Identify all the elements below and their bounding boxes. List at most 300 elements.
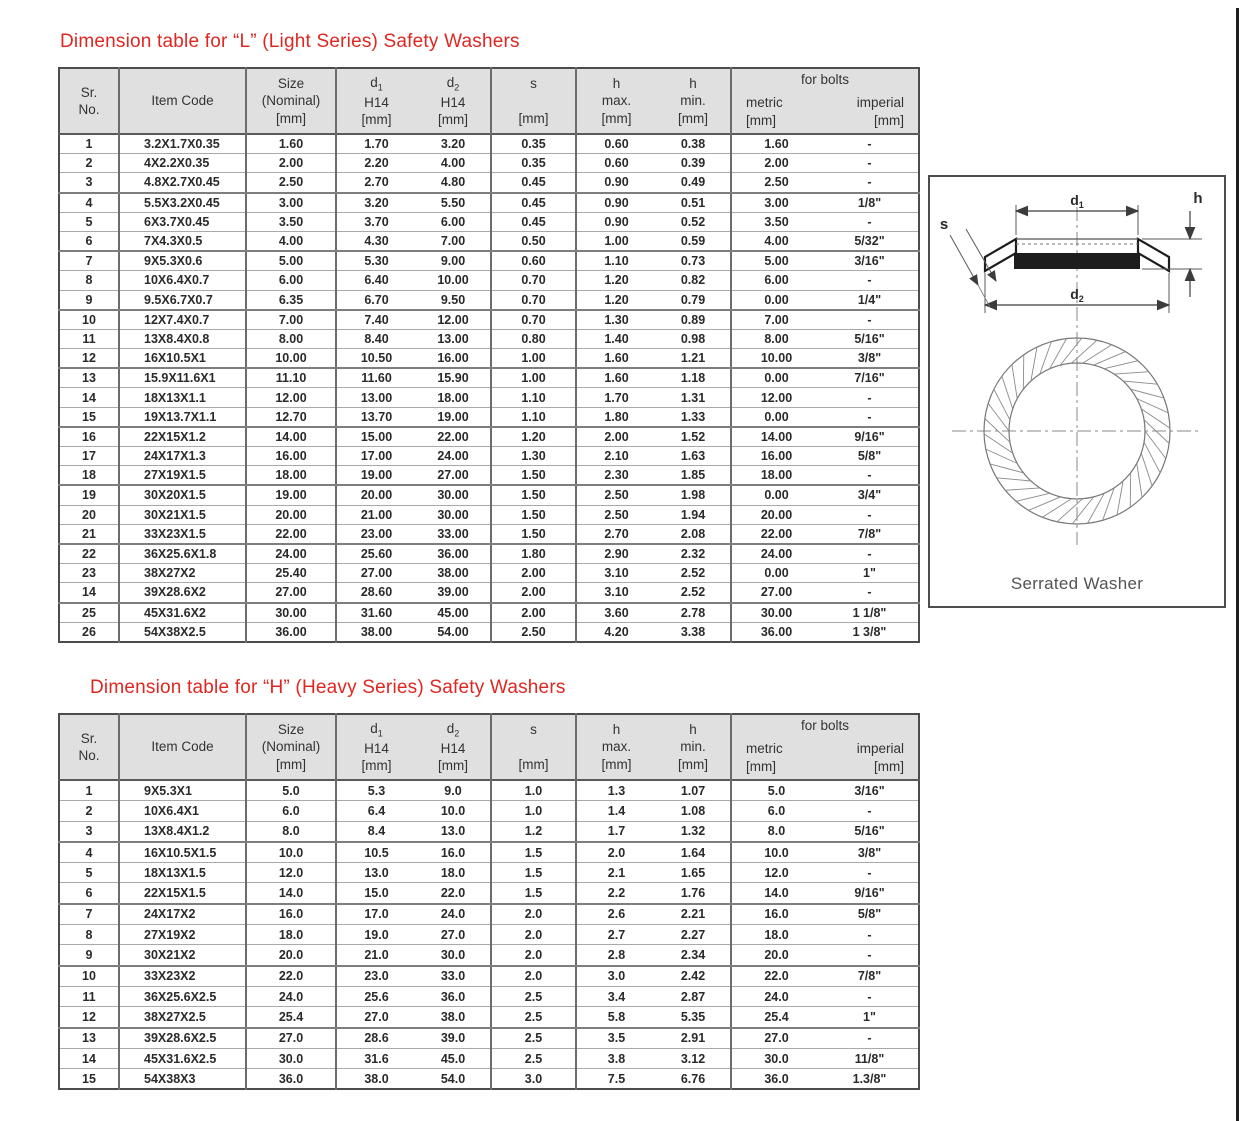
cell: 3.70 [336,212,416,231]
col-header-d2: $d_2$ H14 [mm] [416,68,491,134]
table-row [59,310,919,330]
cell: 7.00 [246,310,336,330]
cell: 0.60 [576,134,656,154]
table-row [59,603,919,623]
cell: 0.82 [656,271,731,290]
cell: 2.87 [656,986,731,1006]
cell: 30.00 [416,485,491,505]
cell: 2.32 [656,544,731,564]
cell: 13.00 [336,388,416,407]
cell: 0.90 [576,212,656,231]
col-header-d1: $d_1$ H14 [mm] [336,714,416,780]
cell: 16.00 [246,447,336,466]
cell: 21 [59,524,119,544]
cell: 19.00 [336,466,416,486]
cell: 22X15X1.5 [119,883,246,904]
cell: 24.00 [416,447,491,466]
cell: 11 [59,329,119,348]
cell: 13X8.4X1.2 [119,821,246,842]
cell: 19.00 [416,407,491,427]
cell: 1.0 [491,780,576,801]
cell: 9 [59,290,119,310]
cell: 0.89 [656,310,731,330]
cell: 13.0 [336,863,416,883]
cell: 2.27 [656,925,731,945]
cell: 1.5 [491,863,576,883]
cell: 3.60 [576,603,656,623]
table-row [59,801,919,821]
cell: 22X15X1.2 [119,427,246,447]
cell: 1.70 [576,388,656,407]
cell: 1.94 [656,505,731,524]
cell: 39X28.6X2 [119,583,246,603]
cell: 1.4 [576,801,656,821]
cell: 4.8X2.7X0.45 [119,173,246,193]
cell: 7.00 [731,310,821,330]
cell: 54.0 [416,1069,491,1090]
cell: 22.0 [731,966,821,987]
cell: 6.0 [731,801,821,821]
cell: 2.0 [491,966,576,987]
cell: 36.00 [416,544,491,564]
col-header-imperial: imperial [mm] [821,90,919,134]
cell: 12 [59,1007,119,1028]
cell: 27.0 [336,1007,416,1028]
cell: 15 [59,407,119,427]
cell: 1.0 [491,801,576,821]
cell: 2.5 [491,1028,576,1049]
cell: 3.20 [336,193,416,213]
cell: 5.35 [656,1007,731,1028]
s-label: s [939,216,949,233]
cell: 28.6 [336,1028,416,1049]
cell: 9.00 [416,251,491,271]
col-header-s: s [mm] [491,68,576,134]
cell: 0.35 [491,134,576,154]
cell: 1.98 [656,485,731,505]
cell: 45X31.6X2 [119,603,246,623]
cell: 31.60 [336,603,416,623]
cell: 2.1 [576,863,656,883]
cell: 5.0 [246,780,336,801]
cell: 38.0 [336,1069,416,1090]
cell: 6.00 [246,271,336,290]
cell: 5/16" [821,329,919,348]
cell: 1 1/8" [821,603,919,623]
cell: 7 [59,904,119,925]
cell: - [821,154,919,173]
cell: 2.91 [656,1028,731,1049]
cell: 12.00 [246,388,336,407]
cell: 15.0 [336,883,416,904]
cell: 2.00 [731,154,821,173]
cell: 10.0 [416,801,491,821]
cell: 13 [59,1028,119,1049]
cell: 1" [821,1007,919,1028]
cell: 1.50 [491,505,576,524]
cell: 31.6 [336,1048,416,1068]
table-row [59,622,919,642]
cell: 1.20 [491,427,576,447]
cell: 5/32" [821,231,919,251]
cell: 25.40 [246,564,336,583]
cell: 4.30 [336,231,416,251]
cell: 6.35 [246,290,336,310]
table-row [59,485,919,505]
col-header-size: Size (Nominal) [mm] [246,714,336,780]
cell: 16.00 [416,349,491,369]
cell: 5.50 [416,193,491,213]
cell: 10.00 [731,349,821,369]
cell: 39.00 [416,583,491,603]
cell: 17 [59,447,119,466]
cell: 24X17X1.3 [119,447,246,466]
table-row [59,466,919,486]
table-row [59,780,919,801]
col-header-item-code: Item Code [119,68,246,134]
cell: 36.00 [731,622,821,642]
cell: 18.00 [246,466,336,486]
cell: 1.65 [656,863,731,883]
cell: 1.50 [491,524,576,544]
cell: 0.70 [491,290,576,310]
cell: 10.00 [416,271,491,290]
cell: 11/8" [821,1048,919,1068]
cell: 1.7 [576,821,656,842]
cell: 2.0 [491,904,576,925]
cell: 14.00 [731,427,821,447]
col-header-size: Size (Nominal) [mm] [246,68,336,134]
cell: 36.00 [246,622,336,642]
cell: 21.0 [336,945,416,966]
cell: 2.0 [491,945,576,966]
cell: 26 [59,622,119,642]
cell: 5 [59,863,119,883]
table-row [59,447,919,466]
cell: 27.00 [246,583,336,603]
cell: 30X21X1.5 [119,505,246,524]
cell: 5 [59,212,119,231]
cell: 9X5.3X0.6 [119,251,246,271]
cell: 2.52 [656,583,731,603]
cell: 4.00 [246,231,336,251]
cell: 24.00 [246,544,336,564]
cell: - [821,863,919,883]
cell: 25.4 [246,1007,336,1028]
cell: 27.0 [246,1028,336,1049]
cell: 2.00 [491,583,576,603]
cell: 19 [59,485,119,505]
cell: - [821,801,919,821]
cell: 18X13X1.1 [119,388,246,407]
cell: 22 [59,544,119,564]
cell: - [821,505,919,524]
cell: 3.10 [576,564,656,583]
cell: 0.70 [491,310,576,330]
heavy-series-table [58,713,920,1090]
cell: 33X23X1.5 [119,524,246,544]
table-row [59,842,919,863]
col-header-h-max: h max. [mm] [576,714,656,780]
cell: 1.52 [656,427,731,447]
cell: 8.4 [336,821,416,842]
cell: 3/8" [821,349,919,369]
cell: 22.0 [416,883,491,904]
cell: 10 [59,310,119,330]
cell: 14.0 [731,883,821,904]
col-header-for-bolts: for bolts [731,714,919,736]
light-series-table-body [59,134,919,642]
cell: 16.0 [416,842,491,863]
cell: 1.60 [731,134,821,154]
cell: 27.00 [416,466,491,486]
cell: 5.5X3.2X0.45 [119,193,246,213]
cell: 6.70 [336,290,416,310]
cell: 19X13.7X1.1 [119,407,246,427]
cell: 8.40 [336,329,416,348]
cell: 4 [59,193,119,213]
cell: 12.70 [246,407,336,427]
cell: 36.0 [416,986,491,1006]
cell: 1.80 [576,407,656,427]
cell: 54.00 [416,622,491,642]
cell: 11 [59,986,119,1006]
cell: 1.32 [656,821,731,842]
cell: 20.00 [731,505,821,524]
cell: 9.50 [416,290,491,310]
cell: 36.0 [246,1069,336,1090]
cell: 0.35 [491,154,576,173]
cell: 1/4" [821,290,919,310]
cell: 2.50 [576,485,656,505]
cell: 2.00 [491,564,576,583]
cell: 23 [59,564,119,583]
light-series-table [58,67,920,643]
cell: 0.70 [491,271,576,290]
h-label: h [1193,190,1203,207]
cell: 2.5 [491,986,576,1006]
cell: - [821,1028,919,1049]
cell: 10.50 [336,349,416,369]
cell: 0.00 [731,368,821,388]
cell: 1.30 [491,447,576,466]
cell: - [821,212,919,231]
cell: 19.0 [336,925,416,945]
cell: 5/16" [821,821,919,842]
cell: 3 [59,173,119,193]
cell: 7X4.3X0.5 [119,231,246,251]
cell: 20.0 [246,945,336,966]
col-header-d2: $d_2$ H14 [mm] [416,714,491,780]
cell: 22.00 [731,524,821,544]
cell: 5.30 [336,251,416,271]
cell: 2.20 [336,154,416,173]
page-edge-line [1236,8,1239,1121]
cell: 2.0 [491,925,576,945]
cell: 7.00 [416,231,491,251]
cell: 18.00 [731,466,821,486]
cell: 16 [59,427,119,447]
cell: 9.0 [444,783,462,798]
cell: 0.45 [491,193,576,213]
cell: 1.60 [576,368,656,388]
cell: 15.00 [336,427,416,447]
cell: 2.70 [576,524,656,544]
cell: 1.60 [576,349,656,369]
cell: 2.21 [656,904,731,925]
cell: 1.5 [491,883,576,904]
cell: 14.00 [246,427,336,447]
cell: 3/16" [821,251,919,271]
cell: 38.00 [336,622,416,642]
cell: 1.85 [656,466,731,486]
col-header-for-bolts: for bolts [731,68,919,90]
cell: 2.34 [656,945,731,966]
cell: - [821,173,919,193]
cell: 33.00 [416,524,491,544]
cell: 45.00 [416,603,491,623]
table-row [59,821,919,842]
cell: 23.0 [336,966,416,987]
cell: 0.60 [491,251,576,271]
cell: 2.08 [656,524,731,544]
cell: 36X25.6X2.5 [119,986,246,1006]
table-row [59,583,919,603]
cell: 2.5 [491,1007,576,1028]
cell: 3.2X1.7X0.35 [119,134,246,154]
serrated-washer-diagram [928,175,1226,608]
table-row [59,349,919,369]
cell: 14.0 [246,883,336,904]
cell: 0.80 [491,329,576,348]
cell: 1 [85,137,93,152]
cell: 1 3/8" [821,622,919,642]
cell: 1.63 [656,447,731,466]
cell: 16X10.5X1.5 [119,842,246,863]
cell: 7/8" [821,524,919,544]
cell: - [821,544,919,564]
cell: 5.0 [731,780,821,801]
washer-drawing-icon [930,177,1224,572]
cell: 2 [59,154,119,173]
cell: 2.70 [336,173,416,193]
cell: - [821,986,919,1006]
cell: 5.8 [576,1007,656,1028]
cell: 12.00 [416,310,491,330]
cell: 30.0 [416,945,491,966]
col-header-sr: Sr. No. [59,68,119,134]
cell: 38X27X2 [119,564,246,583]
cell: 27X19X1.5 [119,466,246,486]
cell: 7/8" [821,966,919,987]
cell: 1.3/8" [821,1069,919,1090]
table-row [59,271,919,290]
cell: 5/8" [821,447,919,466]
cell: 14 [59,388,119,407]
table-row [59,966,919,987]
cell: 24X17X2 [119,904,246,925]
col-header-sr: Sr. No. [59,714,119,780]
d1-label: $d_1$ [1070,192,1084,210]
cell: 1.50 [491,466,576,486]
cell: 4.00 [731,231,821,251]
cell: 6 [59,883,119,904]
cell: 6.76 [656,1069,731,1090]
cell: 11.10 [246,368,336,388]
table-row [59,524,919,544]
cell: - [821,583,919,603]
cell: 2.5 [491,1048,576,1068]
cell: 5.3 [336,780,416,801]
table-row [59,945,919,966]
cell: 30.00 [731,603,821,623]
cell: 0.49 [656,173,731,193]
cell: 1.20 [576,290,656,310]
cell: 1 [85,783,93,798]
table-row [59,883,919,904]
cell: 8 [59,925,119,945]
cell: - [821,271,919,290]
diagram-caption: Serrated Washer [1010,574,1144,593]
cell: 13 [59,368,119,388]
cell: 18X13X1.5 [119,863,246,883]
cell: 10 [59,966,119,987]
cell: 9X5.3X1 [119,780,246,801]
cell: 1.08 [656,801,731,821]
cell: 12 [59,349,119,369]
cell: 5.00 [246,251,336,271]
cell: 0.60 [576,154,656,173]
cell: 1.07 [680,783,706,798]
cell: 7.5 [576,1069,656,1090]
cell: - [867,137,872,152]
cell: 1.60 [246,134,336,154]
cell: 4.80 [416,173,491,193]
cell: 12.0 [731,863,821,883]
cell: 7.40 [336,310,416,330]
cell: 33X23X2 [119,966,246,987]
cell: 13.0 [416,821,491,842]
cell: 3.8 [576,1048,656,1068]
col-header-metric: metric [mm] [731,736,821,780]
cell: 2.00 [491,603,576,623]
cell: 30.0 [246,1048,336,1068]
cell: 0.39 [656,154,731,173]
cell: 2.6 [576,904,656,925]
cell: 1.00 [576,231,656,251]
cell: 8.0 [246,821,336,842]
cell: 15.9X11.6X1 [119,368,246,388]
cell: 22.00 [246,524,336,544]
cell: 17.00 [336,447,416,466]
cell: 0.00 [731,290,821,310]
light-series-title: Dimension table for “L” (Light Series) Safety Washers [60,31,520,52]
cell: 3.00 [731,193,821,213]
cell: 38X27X2.5 [119,1007,246,1028]
cell: 1.76 [656,883,731,904]
col-header-item-code: Item Code [119,714,246,780]
col-header-h-min: h min. [mm] [656,68,731,134]
cell: 13.00 [416,329,491,348]
cell: 1.10 [491,388,576,407]
cell: 0.38 [680,137,706,152]
cell: 11.60 [336,368,416,388]
cell: 9.5X6.7X0.7 [119,290,246,310]
cell: 18.00 [416,388,491,407]
cell: - [821,945,919,966]
cell: 1.10 [491,407,576,427]
cell: 9/16" [821,427,919,447]
